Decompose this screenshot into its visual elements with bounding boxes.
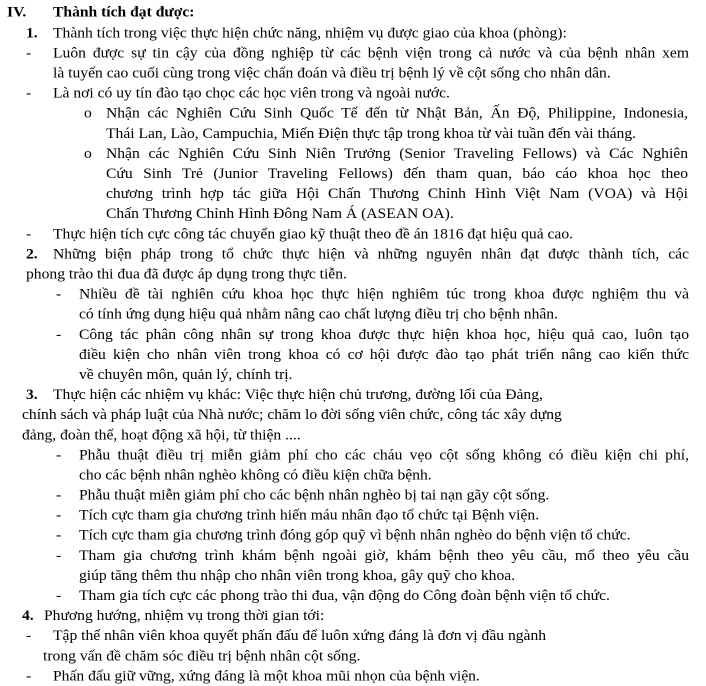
item-2-bullet-b-line-1: Công tác phân công nhân sự trong khoa được thực hiện khoa học, hiệu quả cao, luôn tạo bbox=[79, 326, 689, 343]
item-2-number: 2. bbox=[26, 245, 38, 263]
bullet-marker: - bbox=[56, 507, 62, 524]
item-2-line-1: Những biện pháp trong tổ chức thực hiện và những nguyên nhân đạt được thành tích, các bbox=[53, 245, 689, 263]
item-1-number: 1. bbox=[26, 24, 38, 42]
item-3-bullet-4-line-1: Tích cực tham gia chương trình đóng góp quỹ vì bệnh nhân nghèo do bệnh viện tổ chức. bbox=[79, 527, 631, 544]
item-3-line-1: Thực hiện các nhiệm vụ khác: Việc thực hiện chủ trương, đường lối của Đảng, bbox=[53, 386, 543, 403]
bullet-marker: - bbox=[26, 667, 32, 685]
bullet-marker: - bbox=[56, 527, 62, 544]
item-3-bullet-2-line-1: Phẫu thuật miễn giảm phí cho các bệnh nhân nghèo bị tai nạn gãy cột sống. bbox=[79, 487, 550, 504]
item-2-line-2: phong trào thi đua đã được áp dụng trong thực tiễn. bbox=[26, 266, 347, 283]
bullet-marker: - bbox=[56, 587, 62, 604]
item-3-line-3: đảng, đoàn thể, hoạt động xã hội, từ thiện .... bbox=[22, 426, 301, 444]
item-1-sub-2-line-1: Nhận các Nghiên Cứu Sinh Niên Trưởng (Senior Traveling Fellows) và Các Nghiên bbox=[106, 145, 688, 162]
item-4-bullet-a-line-2: trong vấn đề chăm sóc điều trị bệnh nhân cột sống. bbox=[43, 647, 361, 665]
item-2-bullet-a-line-2: có tính ứng dụng hiệu quả nhằm nâng cao chất lượng điều trị cho bệnh nhân. bbox=[79, 306, 558, 323]
item-1-sub-1-line-2: Thái Lan, Lào, Campuchia, Miến Điện thực tập trong khoa từ vài tuần đến vài tháng. bbox=[106, 125, 637, 142]
item-2-bullet-b-line-3: về chuyên môn, quản lý, chính trị. bbox=[79, 366, 293, 383]
item-4-number: 4. bbox=[22, 607, 34, 624]
item-3-number: 3. bbox=[26, 386, 38, 403]
item-3-bullet-3-line-1: Tích cực tham gia chương trình hiến máu nhân đạo tổ chức tại Bệnh viện. bbox=[79, 507, 540, 524]
item-3-bullet-6-line-1: Tham gia tích cực các phong trào thi đua, vận động do Công đoàn bệnh viện tổ chức. bbox=[79, 587, 610, 604]
bullet-marker: - bbox=[26, 225, 32, 243]
item-3-bullet-1-line-2: cho các bệnh nhân nghèo không có điều kiện chữa bệnh. bbox=[79, 467, 432, 484]
bullet-marker: - bbox=[26, 44, 32, 62]
item-1-sub-2-line-2: Cứu Sinh Trẻ (Junior Traveling Fellows) đến tham quan, báo cáo khoa học theo bbox=[106, 165, 688, 182]
bullet-marker: - bbox=[56, 326, 62, 343]
item-3-bullet-5-line-2: giúp tăng thêm thu nhập cho nhân viên trong khoa, gây quỹ cho khoa. bbox=[79, 567, 516, 584]
item-1-bullet-a-line-1: Luôn được sự tin cậy của đồng nghiệp từ các bệnh viện trong cả nước và của bệnh nhân xem bbox=[53, 44, 689, 62]
item-1-sub-2-line-3: chương trình hợp tác giữa Hội Chấn Thương Chỉnh Hình Việt Nam (VOA) và Hội bbox=[106, 185, 688, 202]
bullet-marker: - bbox=[56, 286, 62, 303]
bullet-marker: - bbox=[56, 547, 62, 564]
item-4-heading: Phương hướng, nhiệm vụ trong thời gian tới: bbox=[44, 607, 325, 624]
item-2-bullet-b-line-2: điều kiện cho nhân viên trong khoa có cơ hội được đào tạo phát triển nâng cao kiến thức bbox=[79, 346, 689, 363]
item-1-sub-1-line-1: Nhận các Nghiên Cứu Sinh Quốc Tế đến từ Nhật Bản, Ấn Độ, Philippine, Indonesia, bbox=[106, 105, 688, 122]
item-1-sub-2-line-4: Chấn Thương Chỉnh Hình Đông Nam Á (ASEAN OA). bbox=[106, 205, 454, 223]
item-1-bullet-a-line-2: là tuyến cao cuối cùng trong việc chẩn đoán và điều trị bệnh lý về cột sống cho nhân dân. bbox=[53, 65, 611, 82]
item-4-bullet-b-line-1: Phấn đấu giữ vững, xứng đáng là một khoa mũi nhọn của bệnh viện. bbox=[53, 667, 480, 685]
section-title: Thành tích đạt được: bbox=[53, 3, 195, 21]
sub-bullet-marker: o bbox=[84, 145, 92, 162]
section-number: IV. bbox=[7, 3, 27, 21]
item-1-bullet-b-line-1: Là nơi có uy tín đào tạo chọc các học viên trong và ngoài nước. bbox=[53, 85, 450, 102]
bullet-marker: - bbox=[56, 446, 62, 464]
bullet-marker: - bbox=[26, 85, 32, 102]
item-3-bullet-5-line-1: Tham gia chương trình khám bệnh ngoài giờ, khám bệnh theo yêu cầu, mổ theo yêu cầu bbox=[79, 547, 689, 564]
item-4-bullet-a-line-1: Tập thể nhân viên khoa quyết phấn đấu để luôn xứng đáng là đơn vị đầu ngành bbox=[53, 627, 547, 645]
item-1-heading: Thành tích trong việc thực hiện chức năng, nhiệm vụ được giao của khoa (phòng): bbox=[53, 24, 567, 42]
item-1-bullet-c-line-1: Thực hiện tích cực công tác chuyển giao kỹ thuật theo đề án 1816 đạt hiệu quả cao. bbox=[53, 225, 574, 243]
item-2-bullet-a-line-1: Nhiều đề tài nghiên cứu khoa học thực hiện nghiêm túc trong khoa được nghiệm thu và bbox=[79, 286, 689, 303]
item-3-bullet-1-line-1: Phẫu thuật điều trị miễn giảm phí cho các cháu vẹo cột sống không có điều kiện chi phí, bbox=[79, 446, 689, 464]
item-3-line-2: chính sách và pháp luật của Nhà nước; chăm lo đời sống viên chức, công tác xây dựng bbox=[22, 406, 562, 423]
bullet-marker: - bbox=[56, 487, 62, 504]
bullet-marker: - bbox=[26, 627, 32, 645]
sub-bullet-marker: o bbox=[84, 105, 92, 122]
